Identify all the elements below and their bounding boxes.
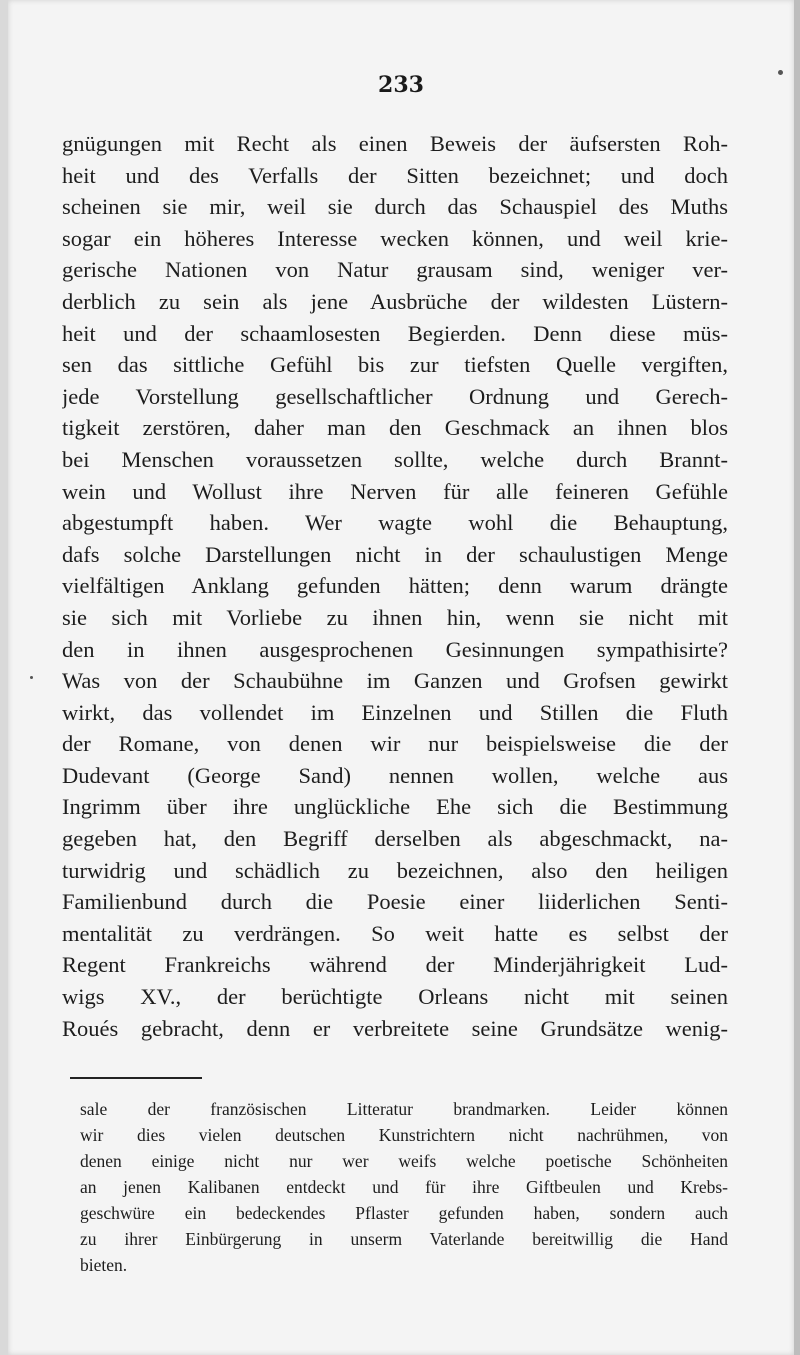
text-line: tigkeit zerstören, daher man den Geschmack an ihnen blos	[62, 415, 728, 441]
footnote	[80, 1096, 728, 1278]
footnote-line: zu ihrer Einbürgerung in unserm Vaterlande bereitwillig die Hand	[80, 1229, 728, 1249]
footnote-line: an jenen Kalibanen entdeckt und für ihre Giftbeulen und Krebs-	[80, 1177, 728, 1197]
footnote-divider	[70, 1077, 202, 1079]
footnote-line: bieten.	[80, 1255, 128, 1275]
text-line: Dudevant (George Sand) nennen wollen, welche aus	[62, 762, 728, 788]
text-line: wirkt, das vollendet im Einzelnen und Stillen die Fluth	[62, 699, 728, 725]
text-line: sie sich mit Vorliebe zu ihnen hin, wenn sie nicht mit	[62, 604, 728, 630]
paper-speck	[30, 676, 33, 679]
book-page	[8, 0, 794, 1355]
text-line: gerische Nationen von Natur grausam sind, weniger ver-	[62, 257, 728, 283]
footnote-line: sale der französischen Litteratur brandmarken. Leider können	[80, 1099, 728, 1119]
body-text	[62, 128, 728, 1044]
text-line: wigs XV., der berüchtigte Orleans nicht mit seinen	[62, 984, 728, 1010]
text-line: Roués gebracht, denn er verbreitete seine Grundsätze wenig-	[62, 1015, 728, 1041]
page-edge-shadow	[794, 0, 800, 1355]
text-line: derblich zu sein als jene Ausbrüche der wildesten Lüstern-	[62, 288, 728, 314]
text-line: mentalität zu verdrängen. So weit hatte es selbst der	[62, 920, 728, 946]
text-line: bei Menschen voraussetzen sollte, welche durch Brannt-	[62, 446, 728, 472]
text-line: scheinen sie mir, weil sie durch das Schauspiel des Muths	[62, 194, 728, 220]
text-line: heit und der schaamlosesten Begierden. Denn diese müs-	[62, 320, 728, 346]
text-line: heit und des Verfalls der Sitten bezeichnet; und doch	[62, 162, 728, 188]
footnote-line: geschwüre ein bedeckendes Pflaster gefunden haben, sondern auch	[80, 1203, 728, 1223]
footnote-line: wir dies vielen deutschen Kunstrichtern nicht nachrühmen, von	[80, 1125, 728, 1145]
text-line: jede Vorstellung gesellschaftlicher Ordnung und Gerech-	[62, 383, 728, 409]
text-line: Ingrimm über ihre unglückliche Ehe sich die Bestimmung	[62, 794, 728, 820]
text-line: sogar ein höheres Interesse wecken können, und weil krie-	[62, 225, 728, 251]
text-line: Was von der Schaubühne im Ganzen und Grofsen gewirkt	[62, 668, 728, 694]
text-line: sen das sittliche Gefühl bis zur tiefsten Quelle vergiften,	[62, 352, 728, 378]
text-line: turwidrig und schädlich zu bezeichnen, also den heiligen	[62, 857, 728, 883]
text-line: gegeben hat, den Begriff derselben als abgeschmackt, na-	[62, 826, 728, 852]
text-line: wein und Wollust ihre Nerven für alle feineren Gefühle	[62, 478, 728, 504]
text-line: der Romane, von denen wir nur beispielsweise die der	[62, 731, 728, 757]
text-line: Regent Frankreichs während der Minderjährigkeit Lud-	[62, 952, 728, 978]
text-line: vielfältigen Anklang gefunden hätten; denn warum drängte	[62, 573, 728, 599]
footnote-line: denen einige nicht nur wer weifs welche poetische Schönheiten	[80, 1151, 728, 1171]
page-number: 233	[378, 72, 424, 98]
text-line: gnügungen mit Recht als einen Beweis der äufsersten Roh-	[62, 131, 728, 156]
text-line: den in ihnen ausgesprochenen Gesinnungen sympathisirte?	[62, 636, 728, 662]
paper-speck	[778, 70, 783, 75]
text-line: abgestumpft haben. Wer wagte wohl die Behauptung,	[62, 510, 728, 536]
text-line: Familienbund durch die Poesie einer liiderlichen Senti-	[62, 889, 728, 915]
text-line: dafs solche Darstellungen nicht in der schaulustigen Menge	[62, 541, 728, 567]
